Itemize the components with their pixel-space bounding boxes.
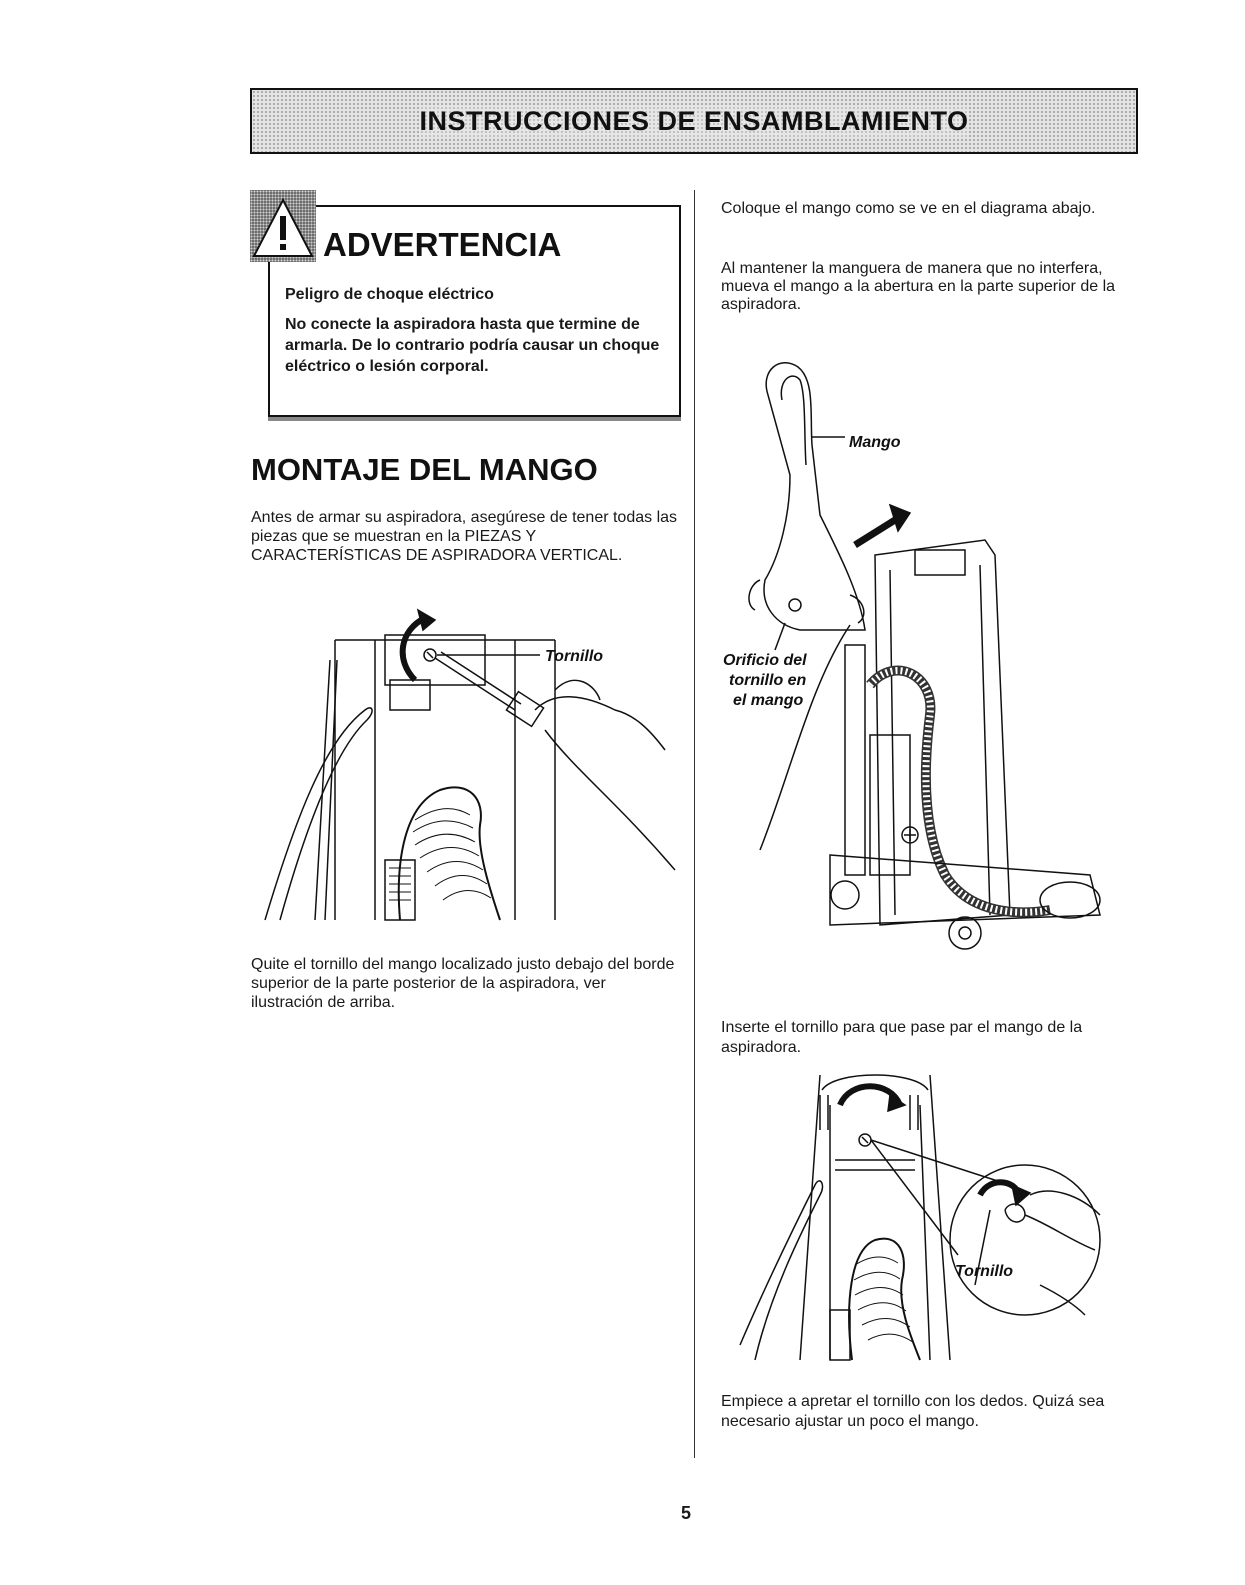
figure-tighten-screw [740,1075,1120,1360]
page-title: INSTRUCCIONES DE ENSAMBLAMIENTO [419,105,969,136]
header-banner [250,88,1138,154]
step-insert-screw: Inserte el tornillo para que pase par el mango de la aspiradora. [721,1019,1083,1056]
fig1-screw-label: Tornillo [545,648,604,665]
warning-subtitle: Peligro de choque eléctrico [285,286,494,303]
step-tighten-screw: Empiece a apretar el tornillo con los dedos. Quizá sea necesario ajustar un poco el mango. [721,1393,1105,1430]
section-intro: Antes de armar su aspiradora, asegúrese de tener todas las piezas que se muestran en la PIEZAS Y CARACTERÍSTICAS DE ASPIRADORA VERTICAL. [251,509,678,564]
step-position-handle: Coloque el mango como se ve en el diagrama abajo. [721,200,1096,217]
warning-title: ADVERTENCIA [323,226,562,263]
warning-text: No conecte la aspiradora hasta que termine de armarla. De lo contrario podría causar un choque eléctrico o lesión corporal. [285,316,660,375]
fig3-screw-label: Tornillo [955,1263,1014,1280]
column-divider [694,190,695,1458]
fig2-hole-label-1: Orificio del [723,652,807,669]
fig2-handle-label: Mango [849,434,901,451]
figure-attach-handle [720,355,1120,975]
warning-triangle-icon [250,190,316,262]
warning-triangle-glyph [250,190,316,262]
warning-box-shadow [268,417,681,421]
step-remove-screw: Quite el tornillo del mango localizado justo debajo del borde superior de la parte posterior de la aspiradora, ver ilustración de arriba. [251,956,675,1011]
fig2-hole-label-2: tornillo en [729,672,807,689]
fig2-hole-label-3: el mango [733,692,804,709]
step-move-handle: Al mantener la manguera de manera que no interfera, mueva el mango a la abertura en la parte superior de la aspiradora. [721,260,1116,313]
figure-remove-screw [255,600,685,920]
section-title: MONTAJE DEL MANGO [251,452,598,487]
page-number: 5 [681,1503,692,1523]
